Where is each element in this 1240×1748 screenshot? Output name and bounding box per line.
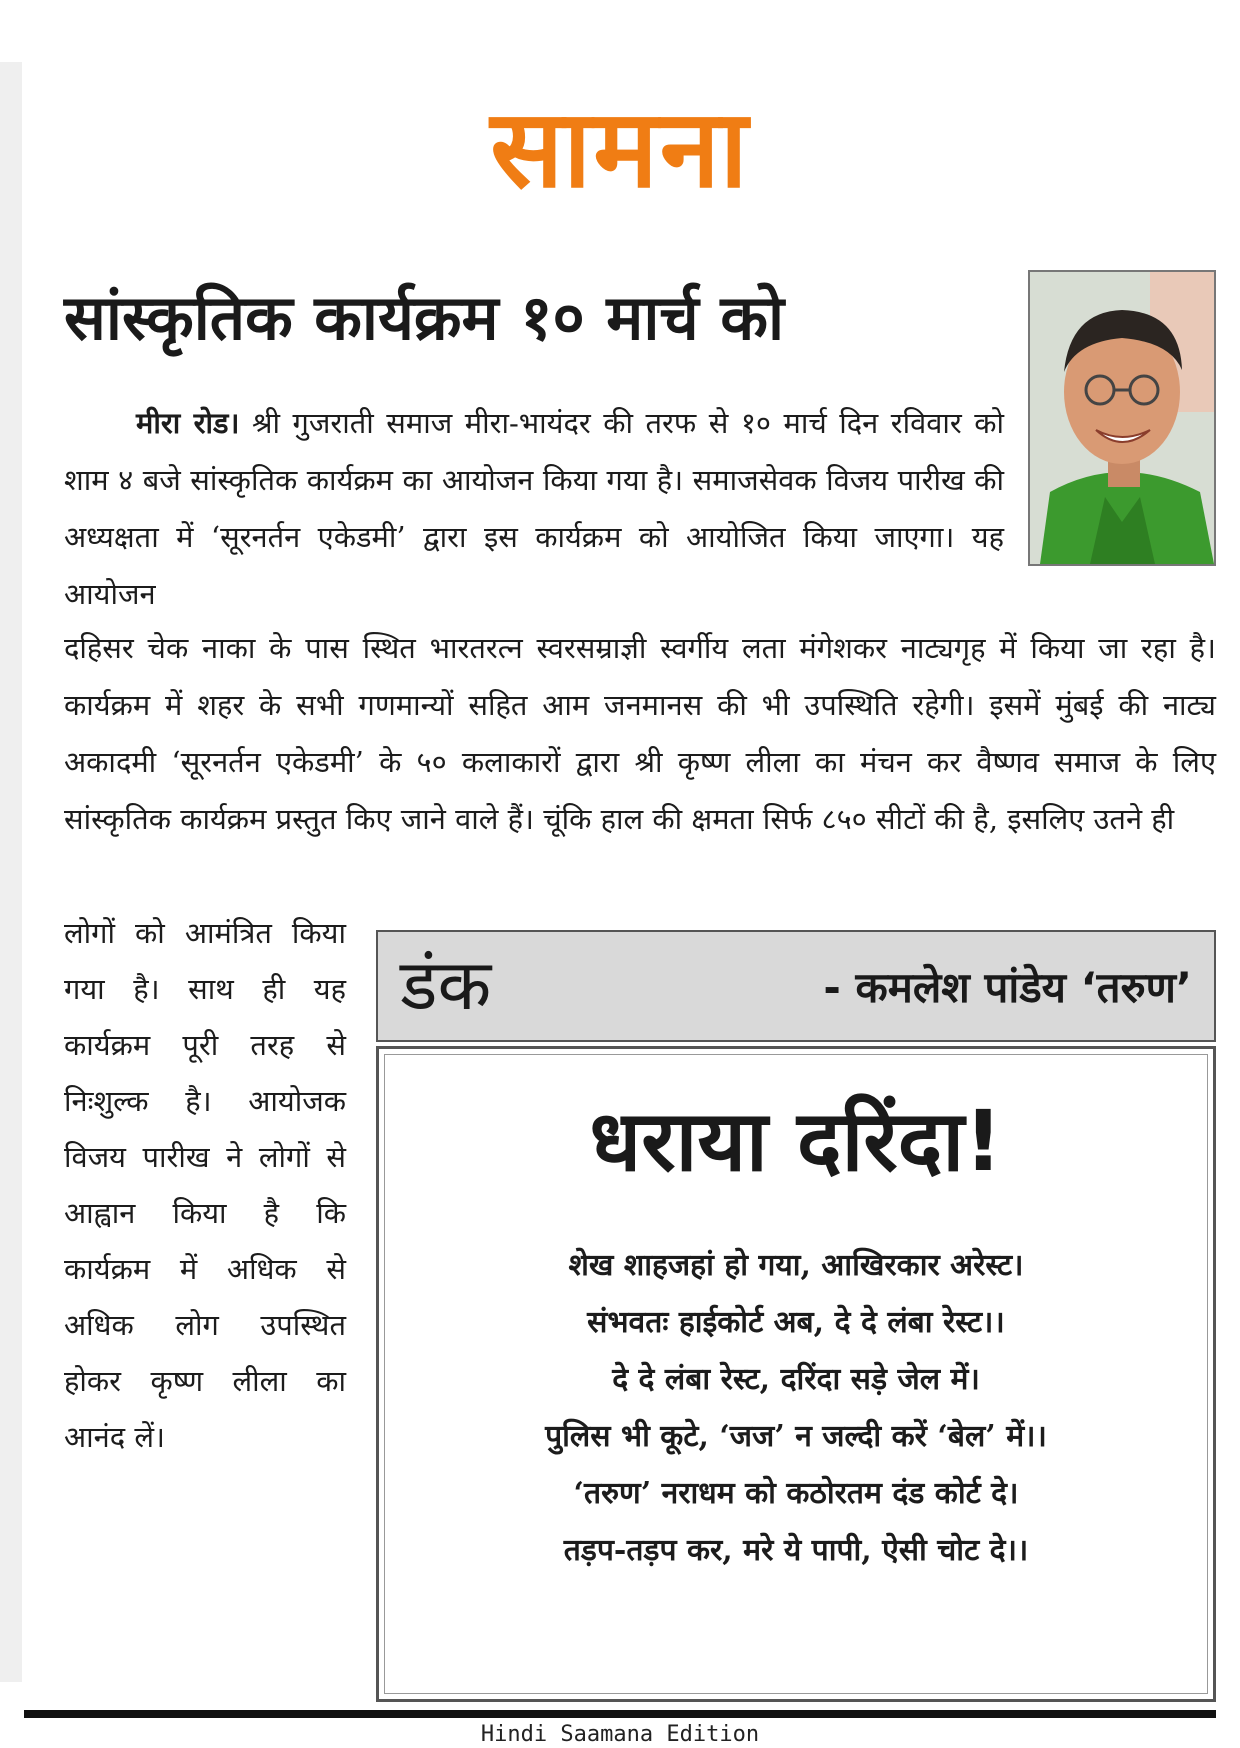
- article-text-top: श्री गुजराती समाज मीरा-भायंदर की तरफ से १० मार्च दिन रविवार को शाम ४ बजे सांस्कृतिक कार्यक्रम का आयोजन किया गया है। समाजसेवक विजय पारीख की अध्यक्षता में ‘सूरनर्तन एकेडमी’ द्वारा इस कार्यक्रम को आयोजित किया जाएगा। यह आयोजन: [64, 406, 1005, 611]
- poem-line: दे दे लंबा रेस्ट, दरिंदा सड़े जेल में।: [612, 1362, 980, 1397]
- poem-title: धराया दरिंदा!: [589, 1092, 1003, 1190]
- page-divider: [24, 1710, 1216, 1718]
- poem-lines: [379, 1237, 1213, 1579]
- poem-line: शेख शाहजहां हो गया, आखिरकार अरेस्ट।: [568, 1248, 1024, 1283]
- column-header: [376, 930, 1216, 1042]
- poem-box: [376, 1046, 1216, 1702]
- newspaper-masthead: सामना: [490, 87, 750, 212]
- article-paragraph-wide: दहिसर चेक नाका के पास स्थित भारतरत्न स्वरसम्राज्ञी स्वर्गीय लता मंगेशकर नाट्यगृह में किया जा रहा है। कार्यक्रम में शहर के सभी गणमान्यों सहित आम जनमानस की भी उपस्थिति रहेगी। इसमें मुंबई की नाट्य अकादमी ‘सूरनर्तन एकेडमी’ के ५० कलाकारों द्वारा श्री कृष्ण लीला का मंचन कर वैष्णव समाज के लिए सांस्कृतिक कार्यक्रम प्रस्तुत किए जाने वाले हैं। चूंकि हाल की क्षमता सिर्फ ८५० सीटों की है, इसलिए उतने ही: [64, 631, 1216, 836]
- poem-line: ‘तरुण’ नराधम को कठोरतम दंड कोर्ट दे।: [573, 1476, 1019, 1511]
- edition-info: [0, 1722, 1240, 1748]
- poem-line: तड़प-तड़प कर, मरे ये पापी, ऐसी चोट दे।।: [563, 1533, 1029, 1568]
- article-headline: सांस्कृतिक कार्यक्रम १० मार्च को: [64, 281, 785, 354]
- portrait-photo: [1028, 270, 1216, 566]
- top-margin: [0, 0, 1240, 62]
- article-paragraph-narrow: लोगों को आमंत्रित किया गया है। साथ ही यह कार्यक्रम पूरी तरह से निःशुल्क है। आयोजक विजय पारीख ने लोगों से आह्वान किया है कि कार्यक्रम में अधिक से अधिक लोग उपस्थित होकर कृष्ण लीला का आनंद लें।: [64, 916, 346, 1454]
- page-edge: [0, 62, 22, 1682]
- column-author: - कमलेश पांडेय ‘तरुण’: [823, 963, 1192, 1012]
- portrait-photo-graphic: [1030, 272, 1214, 564]
- poem-line: संभवतः हाईकोर्ट अब, दे दे लंबा रेस्ट।।: [587, 1305, 1005, 1340]
- article-dateline: मीरा रोड।: [136, 406, 240, 440]
- edition-name: Hindi Saamana Edition: [480, 1722, 760, 1747]
- poem-line: पुलिस भी कूटे, ‘जज’ न जल्दी करें ‘बेल’ में।।: [545, 1419, 1047, 1454]
- column-name: डंक: [400, 944, 492, 1026]
- article-paragraph-top: [64, 395, 1004, 623]
